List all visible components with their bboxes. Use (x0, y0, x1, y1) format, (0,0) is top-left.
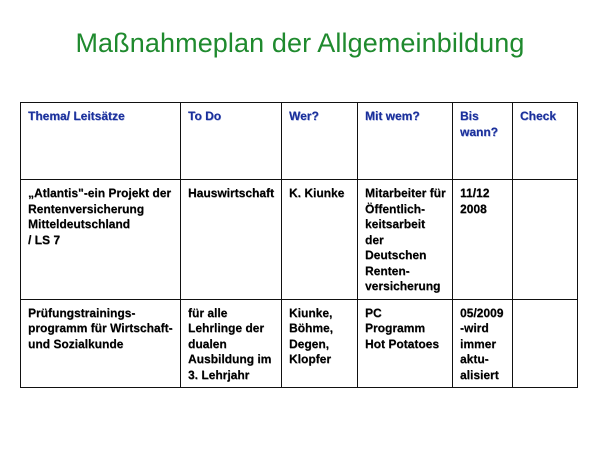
table-cell-topic (21, 180, 181, 300)
table-row (21, 299, 578, 388)
header-cell-until-when (453, 103, 513, 180)
table-cell-topic (21, 299, 181, 388)
table-cell-todo (181, 180, 282, 300)
table-cell-with-whom (358, 299, 453, 388)
cell-text: Mitarbeiter für Öffentlich- keitsarbeit der Deutschen Renten- versicherung (365, 186, 446, 293)
cell-text: „Atlantis"-ein Projekt der Rentenversicherung Mitteldeutschland / LS 7 (28, 186, 172, 247)
header-label: Wer? (289, 109, 319, 123)
table-cell-todo (181, 299, 282, 388)
header-cell-with-whom (358, 103, 453, 180)
cell-text: 05/2009 -wird immer aktu- alisiert (460, 305, 504, 382)
header-cell-who (282, 103, 358, 180)
header-label: Thema/ Leitsätze (28, 109, 125, 123)
header-cell-todo (181, 103, 282, 180)
table-cell-with-whom (358, 180, 453, 300)
table-cell-who (282, 180, 358, 300)
header-label: Mit wem? (365, 109, 420, 123)
header-label: To Do (188, 109, 222, 123)
cell-text: für alle Lehrlinge der dualen Ausbildung im 3. Lehrjahr (188, 305, 272, 382)
header-cell-topic (21, 103, 181, 180)
measure-plan-table (20, 102, 578, 388)
cell-text: Prüfungstrainings- programm für Wirtschaft- und Sozialkunde (28, 305, 173, 351)
header-cell-check (513, 103, 578, 180)
header-label: Bis wann? (460, 109, 498, 139)
cell-text: K. Kiunke (289, 186, 345, 200)
cell-text: 11/12 2008 (460, 186, 490, 216)
table-cell-until-when (453, 180, 513, 300)
table-cell-check (513, 180, 578, 300)
table-row (21, 180, 578, 300)
table-cell-check (513, 299, 578, 388)
table-header-row (21, 103, 578, 180)
cell-text: PC Programm Hot Potatoes (365, 305, 440, 351)
page-title: Maßnahmeplan der Allgemeinbildung (75, 28, 525, 58)
cell-text: Kiunke, Böhme, Degen, Klopfer (289, 305, 334, 366)
cell-text: Hauswirtschaft (188, 186, 275, 200)
header-label: Check (520, 109, 557, 123)
table-cell-until-when (453, 299, 513, 388)
table-cell-who (282, 299, 358, 388)
